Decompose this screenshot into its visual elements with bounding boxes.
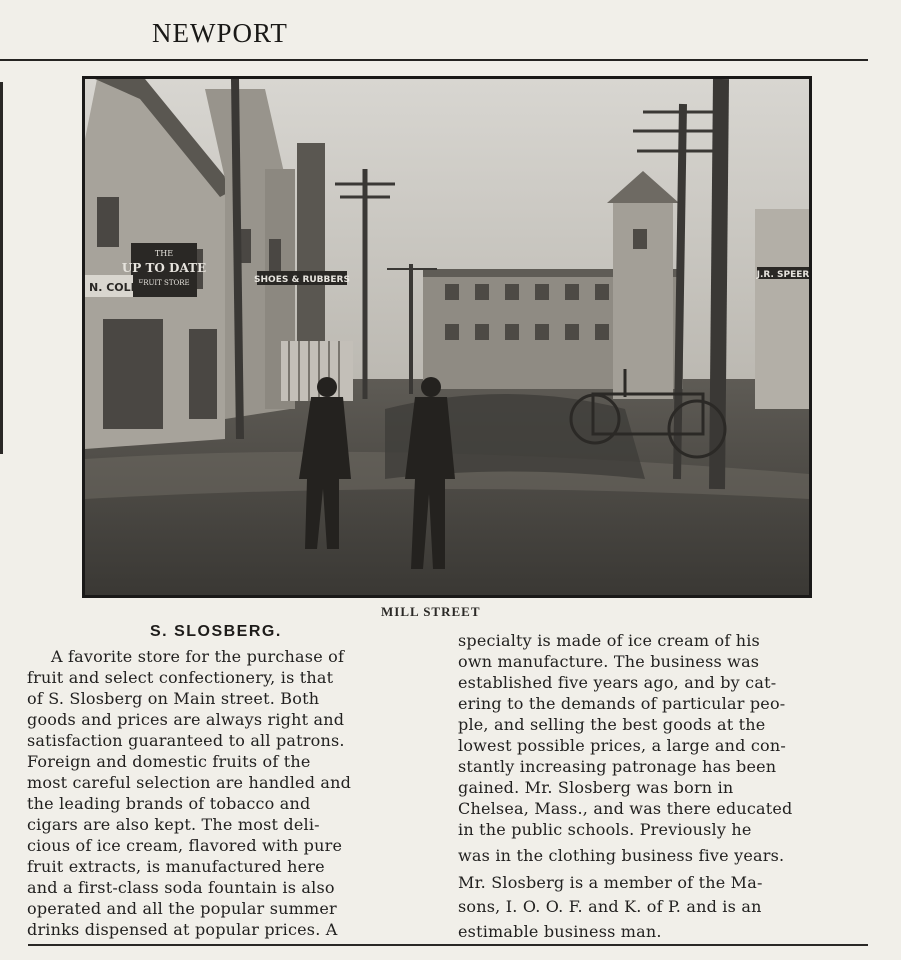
page-header: NEWPORT <box>152 18 288 48</box>
shoes-rubbers-sign <box>254 271 350 285</box>
article-line: stantly increasing patronage has been <box>458 757 777 776</box>
article-line: established five years ago, and by cat- <box>458 673 777 692</box>
article-line: operated and all the popular summer <box>27 899 337 918</box>
article-line: own manufacture. The business was <box>458 652 760 671</box>
smokestack <box>297 143 325 343</box>
article-line: drinks dispensed at popular prices. A <box>27 920 338 939</box>
article-line: and a first-class soda fountain is also <box>27 878 335 897</box>
article-line: Chelsea, Mass., and was there educated <box>458 799 793 818</box>
article-line: was in the clothing business five years. <box>458 846 785 865</box>
svg-text:N. COLLE: N. COLLE <box>89 281 146 294</box>
article-line: Foreign and domestic fruits of the <box>27 752 311 771</box>
article-line: gained. Mr. Slosberg was born in <box>458 778 734 797</box>
article-line: Mr. Slosberg is a member of the Ma- <box>458 873 763 892</box>
svg-text:FRUIT STORE: FRUIT STORE <box>138 279 190 287</box>
article-line: most careful selection are handled and <box>27 773 352 792</box>
article-line: lowest possible prices, a large and con- <box>458 736 786 755</box>
article-line: in the public schools. Previously he <box>458 820 752 839</box>
article-line: cious of ice cream, flavored with pure <box>27 836 343 855</box>
article-line: goods and prices are always right and <box>27 710 345 729</box>
photo-caption: MILL STREET <box>381 604 481 619</box>
svg-text:UP TO DATE: UP TO DATE <box>121 261 207 275</box>
article-line: A favorite store for the purchase of <box>51 647 345 666</box>
street-photo <box>82 76 812 598</box>
article-line: ering to the demands of particular peo- <box>458 694 786 713</box>
article-line: fruit and select confectionery, is that <box>27 668 334 687</box>
article-line: fruit extracts, is manufactured here <box>27 857 325 876</box>
speer-sign <box>756 267 809 280</box>
bottom-rule <box>28 944 868 946</box>
left-edge-mark <box>0 82 3 454</box>
article-title: S. SLOSBERG. <box>150 623 282 640</box>
top-rule <box>0 59 868 61</box>
article-line: cigars are also kept. The most deli- <box>27 815 320 834</box>
article-line: satisfaction guaranteed to all patrons. <box>27 731 345 750</box>
article-line: ple, and selling the best goods at the <box>458 715 766 734</box>
svg-text:SHOES & RUBBERS: SHOES & RUBBERS <box>254 275 350 285</box>
article-line: specialty is made of ice cream of his <box>458 631 760 650</box>
article-line: of S. Slosberg on Main street. Both <box>27 689 320 708</box>
svg-text:THE: THE <box>154 249 174 258</box>
article-line: estimable business man. <box>458 922 662 941</box>
svg-text:J.R. SPEER: J.R. SPEER <box>756 270 809 280</box>
street-photo-graphic <box>85 79 809 595</box>
article-line: sons, I. O. O. F. and K. of P. and is an <box>458 897 762 916</box>
article-line: the leading brands of tobacco and <box>27 794 311 813</box>
